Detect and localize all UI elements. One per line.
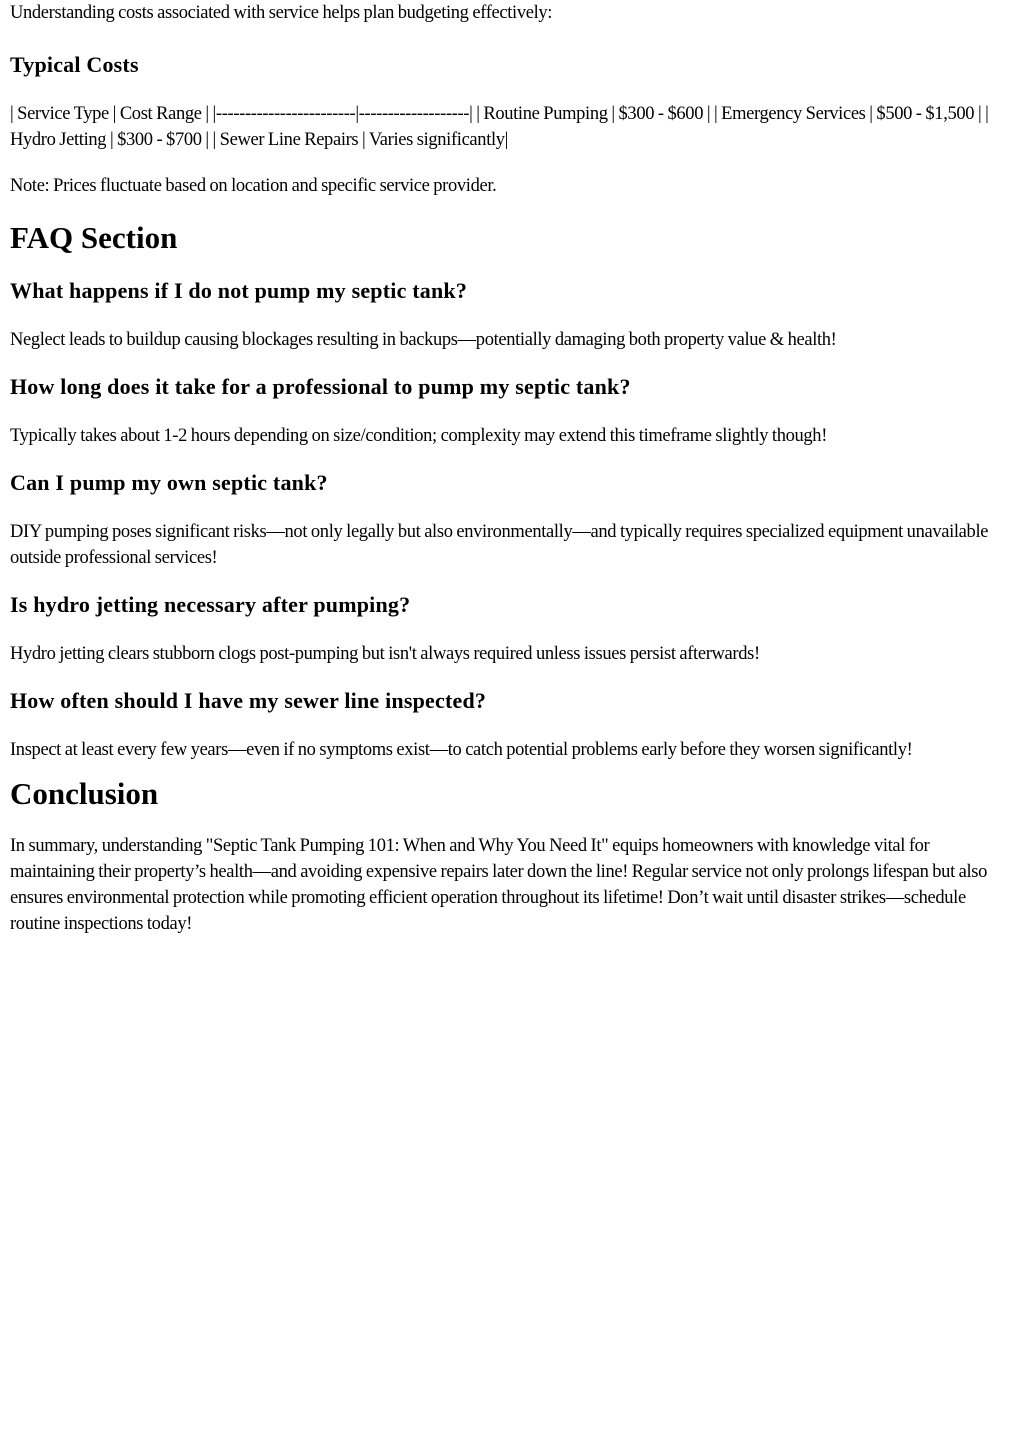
faq-answer: DIY pumping poses significant risks—not only legally but also environmentally—and typically requires specialized equipment unavailable outside professional services! [10,522,989,568]
costs-note: Note: Prices fluctuate based on location and specific service provider. [10,176,497,196]
conclusion-heading: Conclusion [10,776,159,811]
faq-answer: Neglect leads to buildup causing blockages resulting in backups—potentially damaging both property value & health! [10,330,837,350]
typical-costs-heading: Typical Costs [10,52,139,77]
faq-answer: Inspect at least every few years—even if no symptoms exist—to catch potential problems early before they worsen significantly! [10,740,913,760]
faq-question: Is hydro jetting necessary after pumping? [10,592,411,617]
faq-list [10,277,1014,763]
faq-answer: Typically takes about 1-2 hours depending on size/condition; complexity may extend this timeframe slightly though! [10,426,828,446]
faq-answer: Hydro jetting clears stubborn clogs post-pumping but isn't always required unless issues persist afterwards! [10,644,760,664]
conclusion-paragraph: In summary, understanding "Septic Tank Pumping 101: When and Why You Need It" equips homeowners with knowledge vital for maintaining their property’s health—and avoiding expensive repairs later down the line! Regular service not only prolongs lifespan but also ensures environmental protection while promoting efficient operation throughout its lifetime! Don’t wait until disaster strikes—schedule routine inspections today! [10,836,988,934]
faq-question: What happens if I do not pump my septic tank? [10,278,468,303]
faq-section-heading: FAQ Section [10,220,178,255]
faq-question: How often should I have my sewer line inspected? [10,688,487,713]
faq-question: Can I pump my own septic tank? [10,470,328,495]
intro-paragraph: Understanding costs associated with service helps plan budgeting effectively: [10,3,553,23]
costs-table-text: | Service Type | Cost Range | |------------------------|-------------------| | Routine Pumping | $300 - $600 | | Emergency Services | $500 - $1,500 | | Hydro Jetting | $300 - $700 | | Sewer Line Repairs | Varies significantly| [10,104,989,150]
faq-question: How long does it take for a professional to pump my septic tank? [10,374,631,399]
